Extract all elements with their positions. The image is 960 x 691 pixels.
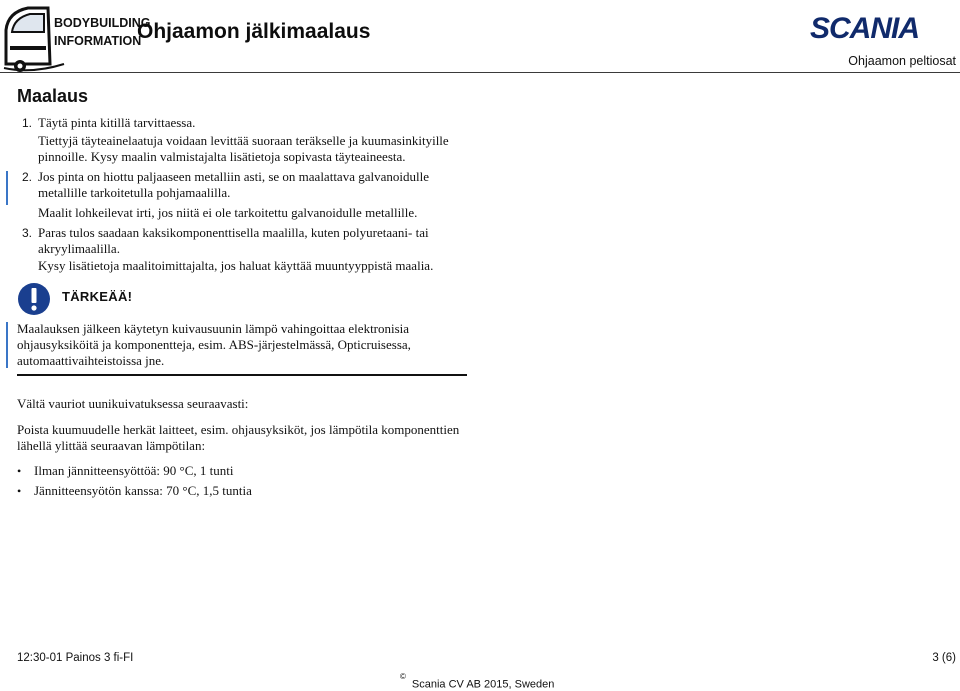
change-bar [6, 171, 8, 205]
exclamation-icon [17, 282, 51, 316]
step-note-3: Kysy lisätietoja maalitoimittajalta, jos haluat käyttää muuntyyppistä maalia. [38, 258, 434, 273]
change-bar [6, 322, 8, 368]
step-text-3: Paras tulos saadaan kaksikomponenttisella maalilla, kuten polyuretaani- tai akryylimaalilla. [38, 225, 429, 256]
copyright-symbol: © [400, 672, 406, 681]
avoid-intro: Vältä vauriot uunikuivatuksessa seuraavasti: [17, 396, 249, 411]
step-note-2: Maalit lohkeilevat irti, jos niitä ei ole tarkoitettu galvanoidulle metallille. [38, 205, 418, 220]
warning-text: Maalauksen jälkeen käytetyn kuivausuunin lämpö vahingoittaa elektronisia ohjausyksiköitä ja komponentteja, esim. ABS-järjestelmässä, Opticruisessa, automaattivaihteistoissa jne. [17, 321, 411, 368]
bodybuilding-information-logo [2, 2, 151, 72]
warning-label: TÄRKEÄÄ! [62, 289, 133, 304]
footer-copyright [400, 672, 555, 691]
footer-doc-id: 12:30-01 Painos 3 fi-FI [17, 652, 134, 664]
warning-divider [17, 374, 467, 376]
logo-text-line2: INFORMATION [54, 34, 142, 48]
list-item: Ilman jännitteensyöttöä: 90 °C, 1 tunti [34, 463, 234, 478]
footer-page-number: 3 (6) [932, 652, 956, 664]
header-subtitle: Ohjaamon peltiosat [848, 54, 956, 68]
logo-text-line1: BODYBUILDING [54, 16, 151, 30]
step-text-2: Jos pinta on hiottu paljaaseen metalliin asti, se on maalattava galvanoidulle metallille tarkoitetulla pohjamaalilla. [38, 169, 429, 200]
step-number-3: 3. [22, 226, 33, 240]
scania-logo [808, 10, 956, 44]
step-number-2: 2. [22, 170, 33, 184]
bullet-dot-icon: • [17, 484, 22, 498]
brand-wordmark: SCANIA [810, 12, 920, 45]
step-note-1: Tiettyjä täyteainelaatuja voidaan levittää suoraan teräkselle ja kuumasinkityille pinnoille. Kysy maalin valmistajalta lisätietoja sopivasta täyteaineesta. [38, 133, 449, 164]
step-text-1: Täytä pinta kitillä tarvittaessa. [38, 115, 196, 130]
copyright-text: Scania CV AB 2015, Sweden [411, 678, 555, 691]
list-item: Jännitteensyötön kanssa: 70 °C, 1,5 tuntia [34, 483, 252, 498]
page-title: Ohjaamon jälkimaalaus [137, 20, 371, 43]
avoid-instruction: Poista kuumuudelle herkät laitteet, esim. ohjausyksiköt, jos lämpötila komponenttien lähellä ylittää seuraavan lämpötilan: [17, 422, 460, 453]
header-divider [0, 72, 960, 73]
step-number-1: 1. [22, 116, 33, 130]
section-heading: Maalaus [17, 86, 89, 106]
bullet-dot-icon: • [17, 464, 22, 478]
